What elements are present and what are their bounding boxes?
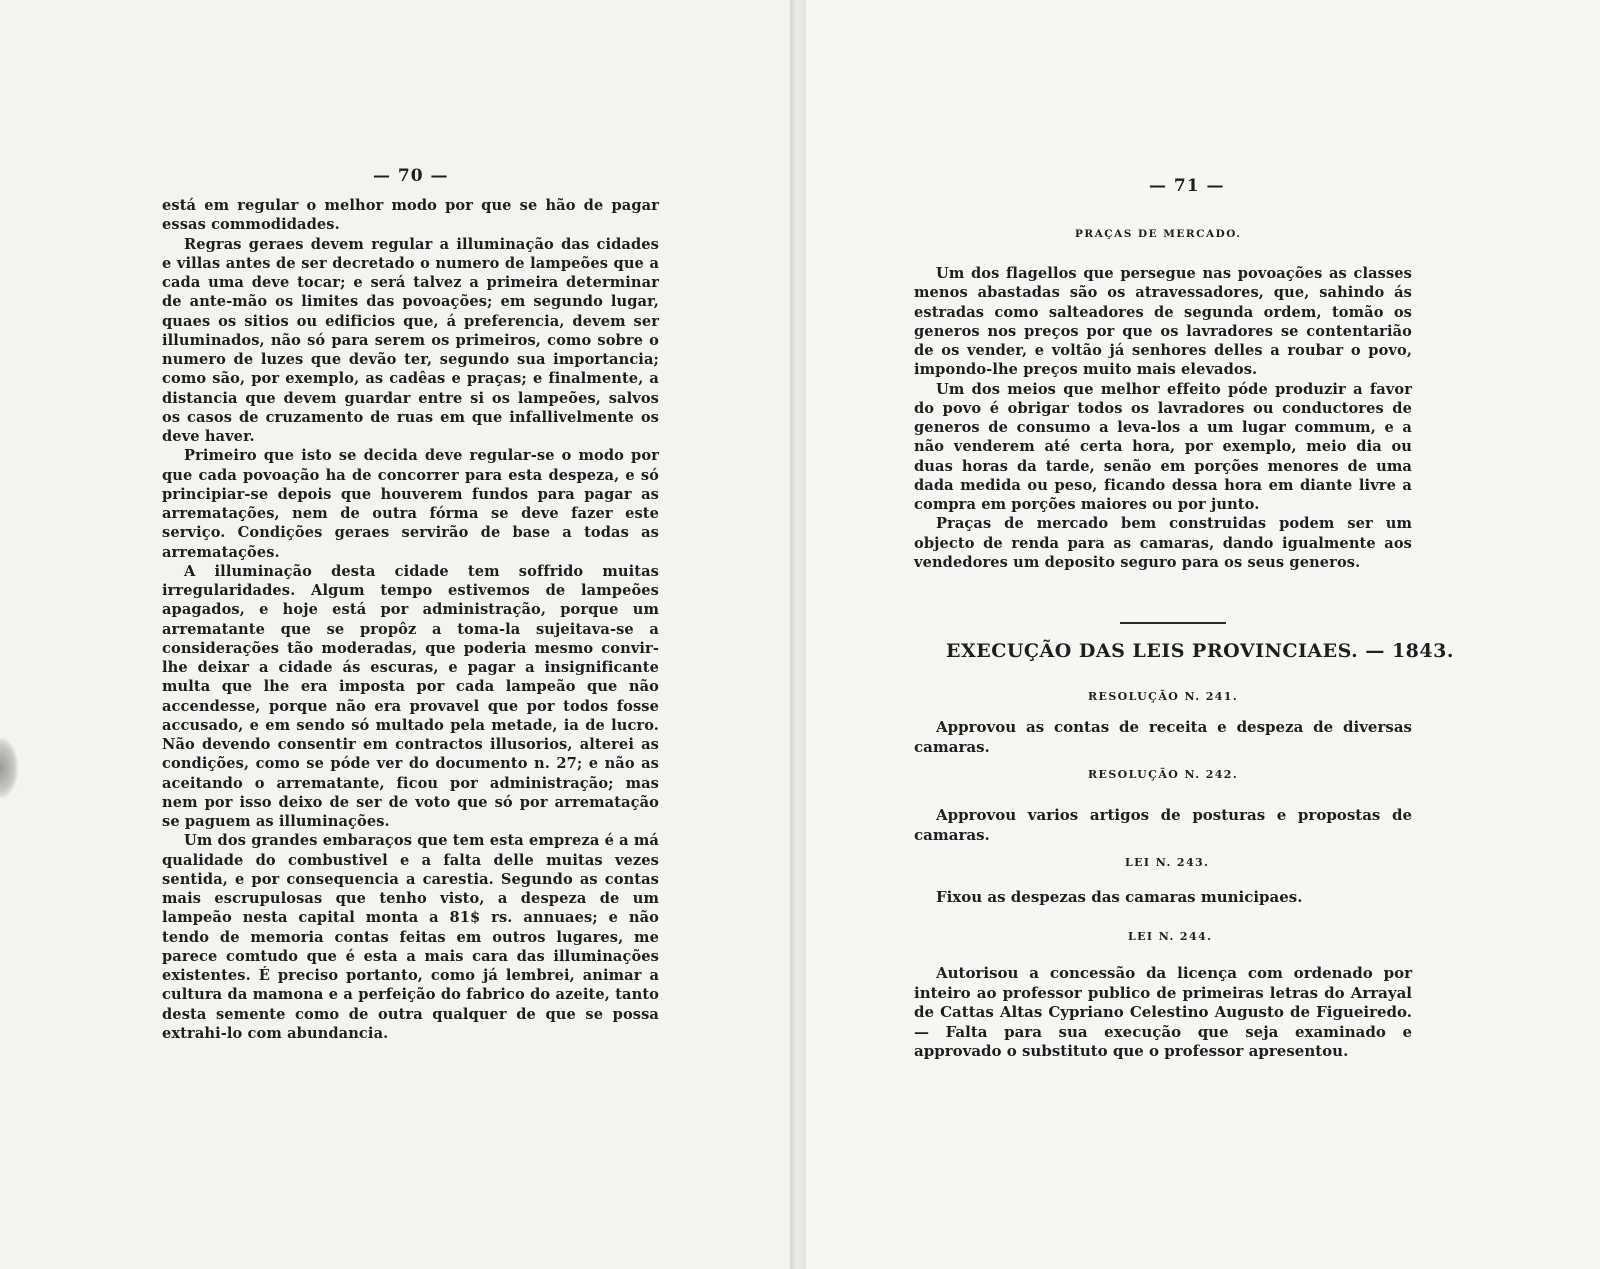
paragraph: Praças de mercado bem construidas podem ser um objecto de renda para as camaras, dando igualmente aos vendedores um deposito seguro para os seus generos.: [914, 515, 1412, 571]
entry-heading: RESOLUÇÃO N. 242.: [1088, 768, 1239, 781]
right-page-body: [914, 264, 1412, 572]
entry-text: [914, 806, 1412, 845]
paragraph: Regras geraes devem regular a illuminação das cidades e villas antes de ser decretado o numero de lampeões que a cada uma deve tocar; e será talvez a primeira determinar de ante-mão os limites das povoações; em segundo lugar, quaes os sitios ou edificios que, á preferencia, devem ser illuminados, não só para serem os primeiros, como sobre o numero de luzes que devão ter, segundo sua importancia; como são, por exemplo, as cadêas e praças; e finalmente, a distancia que devem guardar entre si os lampeões, salvos os casos de cruzamento de ruas em que infallivelmente os deve haver.: [162, 235, 659, 445]
paragraph: Um dos flagellos que persegue nas povoações as classes menos abastadas são os atravessadores, que, sahindo ás estradas como salteadores de segunda ordem, tomão os generos nos preços por que os lavradores se contentarião de os vender, e voltão já senhores delles a roubar o povo, impondo-lhe preços muito mais elevados.: [914, 265, 1412, 379]
right-page: [806, 0, 1600, 1269]
right-page-number: — 71 —: [1149, 176, 1225, 196]
entry-paragraph: Fixou as despezas das camaras municipaes.: [936, 888, 1303, 906]
entry-heading: LEI N. 244.: [1128, 930, 1213, 943]
section-divider: [1120, 622, 1226, 624]
main-title: EXECUÇÃO DAS LEIS PROVINCIAES. — 1843.: [946, 640, 1454, 662]
entry-text: [914, 964, 1412, 1062]
entry-text: [914, 888, 1412, 908]
entry-paragraph: Approvou as contas de receita e despeza de diversas camaras.: [914, 718, 1412, 756]
entry-heading: LEI N. 243.: [1125, 856, 1210, 869]
paragraph: Primeiro que isto se decida deve regular-se o modo por que cada povoação ha de concorrer para esta despeza, e só principiar-se depois que houverem fundos para pagar as arrematações, nem de outra fórma se deve fazer este serviço. Condições geraes servirão de base a todas as arrematações.: [162, 447, 659, 561]
entry-heading: RESOLUÇÃO N. 241.: [1088, 690, 1239, 703]
book-gutter: [790, 0, 806, 1269]
left-page-body: [162, 196, 659, 1043]
entry-paragraph: Autorisou a concessão da licença com ordenado por inteiro ao professor publico de primeiras letras do Arrayal de Cattas Altas Cypriano Celestino Augusto de Figueiredo. — Falta para sua execução que seja examinado e approvado o substituto que o professor apresentou.: [914, 964, 1412, 1060]
left-page: [0, 0, 790, 1269]
entry-text: [914, 718, 1412, 757]
paragraph: A illuminação desta cidade tem soffrido muitas irregularidades. Algum tempo estivemos de lampeões apagados, e hoje está por administração, porque um arrematante que se propôz a toma-la sujeitava-se a considerações tão moderadas, que poderia mesmo convir-lhe deixar a cidade ás escuras, e pagar a insignificante multa que lhe era imposta por cada lampeão que não accendesse, porque não era provavel que por todos fosse accusado, e em sendo só multado pela metade, ia de lucro. Não devendo consentir em contractos illusorios, alterei as condições, como se póde ver do documento n. 27; e não as aceitando o arrematante, ficou por administração; mas nem por isso deixo de ser de voto que só por arrematação se paguem as illuminações.: [162, 562, 659, 830]
paragraph: está em regular o melhor modo por que se hão de pagar essas commodidades.: [162, 197, 659, 234]
section-heading: PRAÇAS DE MERCADO.: [1075, 228, 1242, 240]
paragraph: Um dos meios que melhor effeito póde produzir a favor do povo é obrigar todos os lavradores ou conductores de generos de consumo a leva-los a um lugar commum, e a não venderem até certa hora, por exemplo, meio dia ou duas horas da tarde, senão em porções menores de uma dada medida ou peso, ficando dessa hora em diante livre a compra em porções maiores ou por junto.: [914, 380, 1412, 513]
page-edge-stain: [0, 738, 18, 798]
entry-paragraph: Approvou varios artigos de posturas e propostas de camaras.: [914, 806, 1412, 844]
paragraph: Um dos grandes embaraços que tem esta empreza é a má qualidade do combustivel e a falta delle muitas vezes sentida, e por consequencia a carestia. Segundo as contas mais escrupulosas que tenho visto, a despeza de um lampeão nesta capital monta a 81$ rs. annuaes; e não tendo de memoria contas feitas em outros lugares, me parece comtudo que é esta a mais cara das illuminações existentes. É preciso portanto, como já lembrei, animar a cultura da mamona e a perfeição do fabrico do azeite, tanto desta semente como de outra qualquer de que se possa extrahi-lo com abundancia.: [162, 832, 659, 1042]
left-page-number: — 70 —: [373, 166, 449, 186]
